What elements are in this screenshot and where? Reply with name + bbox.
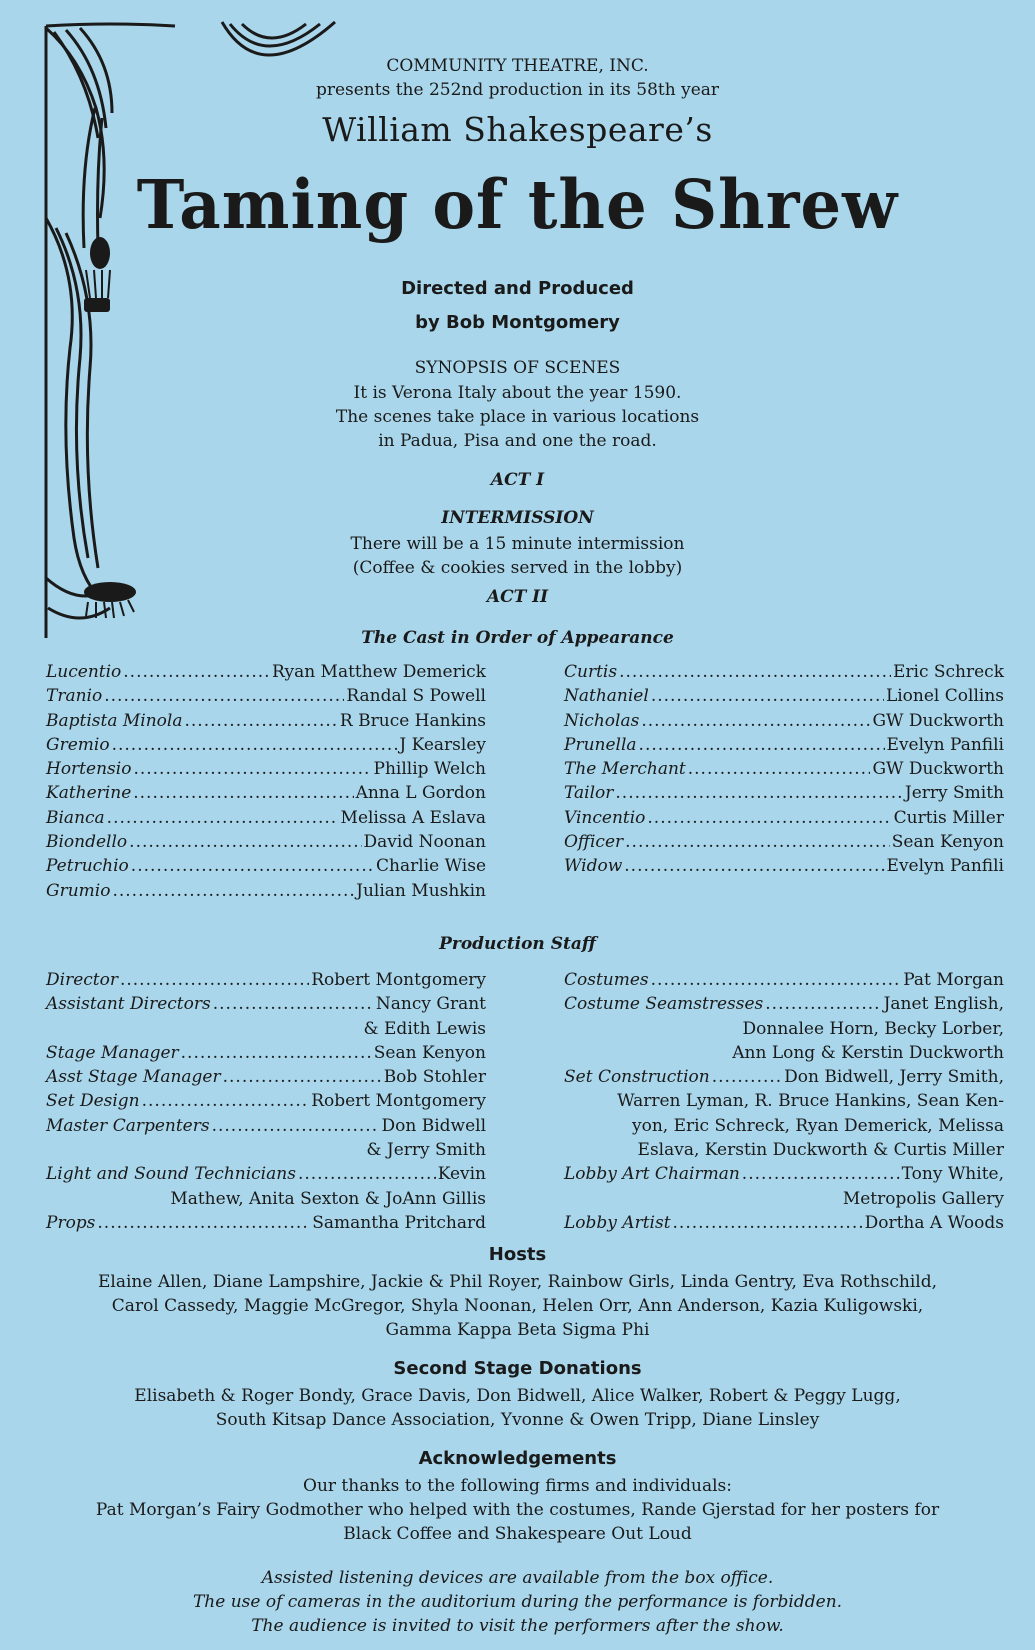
dot-leader [625,830,890,854]
role-label: Petruchio [46,856,129,877]
acknowledgements-heading: Acknowledgements [418,1448,617,1469]
hosts-heading: Hosts [488,1244,547,1265]
list-item [564,733,1004,757]
list-item [564,1211,1004,1235]
list-item [564,806,1004,830]
person-name: Jerry Smith [904,783,1004,804]
list-item [564,830,1004,854]
dot-leader [641,709,870,733]
directed-line-2: by Bob Montgomery [415,312,620,333]
hosts-line: Gamma Kappa Beta Sigma Phi [385,1320,650,1340]
role-label: Tranio [46,686,103,707]
dot-leader [651,968,902,992]
dot-leader [129,830,361,854]
list-item [46,781,486,805]
dot-leader [112,733,398,757]
staff-list-right [564,968,1004,1235]
list-item [564,992,1004,1016]
person-name: Sean Kenyon [373,1042,486,1063]
synopsis-line: in Padua, Pisa and one the road. [378,431,657,451]
person-name-continued: & Edith Lewis [363,1018,486,1039]
role-label: Set Construction [564,1067,710,1088]
dot-leader [107,806,339,830]
role-label: Nicholas [564,710,640,731]
role-label: Stage Manager [46,1042,179,1063]
person-name: Eric Schreck [892,662,1004,682]
person-name: Dortha A Woods [864,1212,1004,1233]
list-item [564,968,1004,992]
list-item [46,806,486,830]
person-name-continued: & Jerry Smith [366,1140,486,1161]
list-item [46,733,486,757]
dot-leader [181,1041,372,1065]
role-label: Curtis [564,662,618,682]
acknowledgements-line: Black Coffee and Shakespeare Out Loud [343,1524,692,1544]
list-item [46,660,486,684]
acknowledgements-line: Our thanks to the following firms and individuals: [303,1476,732,1496]
person-name: Don Bidwell, Jerry Smith, [784,1067,1004,1088]
role-label: Lucentio [46,662,122,682]
company-name: COMMUNITY THEATRE, INC. [386,56,649,76]
dot-leader [131,854,374,878]
list-item [564,709,1004,733]
person-name: GW Duckworth [872,710,1004,731]
list-item [564,781,1004,805]
role-label: Set Design [46,1091,140,1112]
directed-line-1: Directed and Produced [401,278,634,299]
cast-heading: The Cast in Order of Appearance [361,628,674,648]
list-item [564,1065,1004,1089]
list-item [46,879,486,903]
dot-leader [619,660,891,684]
person-name: Ryan Matthew Demerick [271,662,486,682]
role-label: Assistant Directors [46,994,211,1015]
person-name: David Noonan [363,832,486,853]
role-label: Prunella [564,734,637,755]
role-label: Nathaniel [564,686,649,707]
cast-list-right [564,660,1004,879]
list-item [46,992,486,1016]
list-item [46,684,486,708]
list-item [564,660,1004,684]
role-label: Katherine [46,783,132,804]
list-item [564,684,1004,708]
staff-heading: Production Staff [439,934,596,954]
person-name: Evelyn Panfili [886,856,1004,877]
dot-leader [133,757,371,781]
acknowledgements-line: Pat Morgan’s Fairy Godmother who helped with the costumes, Rande Gjerstad for her posters for [95,1500,940,1520]
list-item [46,757,486,781]
list-item [564,854,1004,878]
role-label: Vincentio [564,807,646,828]
list-item [46,830,486,854]
list-item [46,1089,486,1113]
dot-leader [112,879,354,903]
person-name: Melissa A Eslava [340,807,486,828]
list-item [46,854,486,878]
role-label: Biondello [46,832,128,853]
dot-leader [123,660,270,684]
dot-leader [651,684,884,708]
dot-leader [184,709,337,733]
cast-list-left [46,660,486,903]
donations-line: South Kitsap Dance Association, Yvonne & Owen Tripp, Diane Linsley [215,1410,820,1430]
dot-leader [120,968,309,992]
person-name: Bob Stohler [383,1067,486,1088]
role-label: Asst Stage Manager [46,1067,221,1088]
person-name-continued: Eslava, Kerstin Duckworth & Curtis Miller [637,1140,1004,1161]
role-label: Costume Seamstresses [564,994,764,1015]
list-item [46,1211,486,1235]
person-name-continued: Ann Long & Kerstin Duckworth [732,1042,1004,1063]
dot-leader [765,992,881,1016]
person-name-continued: yon, Eric Schreck, Ryan Demerick, Melissa [631,1115,1004,1136]
donations-heading: Second Stage Donations [393,1358,642,1379]
person-name: Nancy Grant [375,994,486,1015]
person-name: Don Bidwell [381,1115,486,1136]
dot-leader [142,1089,310,1113]
dot-leader [712,1065,782,1089]
intermission-line: (Coffee & cookies served in the lobby) [352,558,683,578]
person-name-continued: Donnalee Horn, Becky Lorber, [742,1018,1004,1039]
role-label: The Merchant [564,759,686,780]
role-label: Grumio [46,880,111,901]
role-label: Baptista Minola [46,710,183,731]
role-label: Props [46,1212,96,1233]
role-label: Tailor [564,783,614,804]
list-item [46,1162,486,1186]
person-name: Lionel Collins [885,686,1004,707]
role-label: Costumes [564,970,649,990]
person-name: Pat Morgan [903,970,1004,990]
synopsis-line: The scenes take place in various locations [335,407,700,427]
person-name: GW Duckworth [872,759,1004,780]
person-name: Julian Mushkin [356,880,486,901]
staff-list-left [46,968,486,1235]
role-label: Director [46,970,118,990]
dot-leader [688,757,871,781]
role-label: Lobby Artist [564,1212,671,1233]
footer-line: The use of cameras in the auditorium during the performance is forbidden. [192,1592,843,1612]
list-item [46,709,486,733]
author-title: William Shakespeare’s [322,110,713,149]
dot-leader [624,854,884,878]
dot-leader [97,1211,310,1235]
person-name: Phillip Welch [373,759,486,780]
footer-line: Assisted listening devices are available from the box office. [261,1568,774,1588]
dot-leader [647,806,891,830]
donations-line: Elisabeth & Roger Bondy, Grace Davis, Don Bidwell, Alice Walker, Robert & Peggy Lugg, [134,1386,901,1406]
act-1-label: ACT I [490,470,545,490]
dot-leader [639,733,885,757]
role-label: Lobby Art Chairman [564,1164,740,1185]
person-name: Curtis Miller [893,807,1004,828]
person-name: R Bruce Hankins [339,710,486,731]
role-label: Bianca [46,807,105,828]
list-item [46,968,486,992]
dot-leader [213,992,374,1016]
person-name: Robert Montgomery [311,970,486,990]
person-name: Sean Kenyon [891,832,1004,853]
dot-leader [298,1162,436,1186]
person-name: Charlie Wise [376,856,486,877]
person-name: J Kearsley [399,734,486,755]
presents-line: presents the 252nd production in its 58th year [315,80,720,100]
intermission-line: There will be a 15 minute intermission [350,534,685,554]
list-item [564,1162,1004,1186]
dot-leader [104,684,344,708]
list-item [564,757,1004,781]
person-name-continued: Mathew, Anita Sexton & JoAnn Gillis [170,1188,486,1209]
hosts-line: Elaine Allen, Diane Lampshire, Jackie & Phil Royer, Rainbow Girls, Linda Gentry, Eva Rothschild, [97,1272,937,1292]
act-2-label: ACT II [486,587,549,607]
list-item [46,1041,486,1065]
person-name: Kevin [437,1164,486,1185]
role-label: Widow [564,856,623,877]
list-item [46,1114,486,1138]
person-name: Anna L Gordon [355,783,486,804]
synopsis-heading: SYNOPSIS OF SCENES [414,358,621,378]
role-label: Gremio [46,734,110,755]
person-name: Evelyn Panfili [886,734,1004,755]
person-name: Robert Montgomery [311,1091,486,1112]
person-name: Randal S Powell [346,686,486,707]
role-label: Hortensio [46,759,132,780]
role-label: Light and Sound Technicians [46,1164,296,1185]
list-item [46,1065,486,1089]
play-title: Taming of the Shrew [136,166,899,245]
synopsis-line: It is Verona Italy about the year 1590. [353,383,682,403]
intermission-heading: INTERMISSION [441,508,594,528]
role-label: Officer [564,832,624,853]
hosts-line: Carol Cassedy, Maggie McGregor, Shyla Noonan, Helen Orr, Ann Anderson, Kazia Kuligowski, [111,1296,924,1316]
role-label: Master Carpenters [46,1115,210,1136]
footer-line: The audience is invited to visit the performers after the show. [251,1616,784,1636]
dot-leader [673,1211,863,1235]
person-name: Janet English, [883,994,1004,1015]
person-name-continued: Warren Lyman, R. Bruce Hankins, Sean Ken- [617,1091,1004,1112]
dot-leader [223,1065,382,1089]
person-name: Tony White, [901,1164,1004,1185]
person-name: Samantha Pritchard [312,1212,486,1233]
person-name-continued: Metropolis Gallery [842,1188,1004,1209]
dot-leader [212,1114,380,1138]
dot-leader [615,781,902,805]
dot-leader [742,1162,900,1186]
dot-leader [133,781,353,805]
